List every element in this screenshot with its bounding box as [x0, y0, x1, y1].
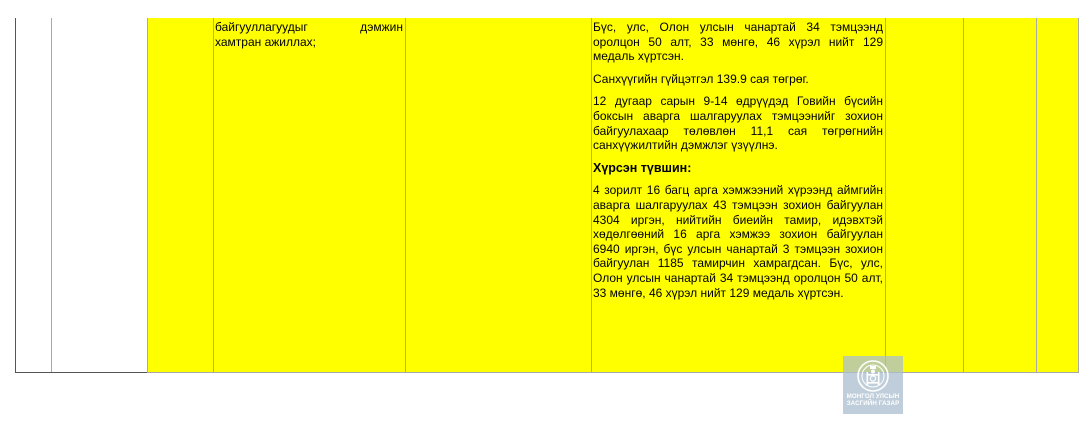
table-cell-highlight-2: [405, 18, 591, 372]
table-cell-highlight-1: [147, 18, 213, 372]
soyombo-emblem-icon: [856, 359, 890, 393]
action-text: байгууллагуудыг дэмжин хамтран ажиллах;: [215, 20, 403, 49]
progress-paragraph: Санхүүгийн гүйцэтгэл 139.9 сая төгрөг.: [593, 71, 809, 86]
table-cell-number: [15, 18, 51, 372]
progress-text: [592, 18, 885, 300]
table-cell-action: [213, 18, 405, 372]
watermark-line1: МОНГОЛ УЛСЫН: [846, 393, 900, 400]
government-logo-watermark: [843, 356, 903, 414]
table-cell-highlight-4: [963, 18, 1036, 372]
table-cell-progress: [591, 18, 885, 372]
table-bottom-border: [15, 372, 147, 373]
table-cell-highlight-5: [1036, 18, 1079, 372]
progress-paragraph: Бүс, улс, Олон улсын чанартай 34 тэмцээнд оролцон 50 алт, 33 мөнгө, 46 хүрэл нийт 129 медаль хүртсэн.: [593, 20, 883, 64]
table-cell-highlight-3: [885, 18, 963, 372]
progress-paragraph: 12 дугаар сарын 9-14 өдрүүдэд Говийн бүсийн боксын аварга шалгаруулах тэмцээнийг зохион байгуулахаар төлөвлөн 11,1 сая төгрөгнийн санхүүжилтийн дэмжлэг үзүүлнэ.: [593, 94, 883, 153]
table-cell-goal: [51, 18, 147, 372]
result-paragraph: 4 зорилт 16 багц арга хэмжээний хүрээнд аймгийн аварга шалгаруулах 43 тэмцээн зохион байгуулан 4304 иргэн, нийтийн биеийн тамир, идэвхтэй хөдөлгөөний 16 арга хэмжээ зохион байгуулан 6940 иргэн, бүс улсын чанартай 3 тэмцээн зохион байгуулан 1185 тамирчин хамрагдсан. Бүс, улс, Олон улсын чанартай 34 тэмцээнд оролцон 50 алт, 33 мөнгө, 46 хүрэл нийт 129 медаль хүртсэн.: [593, 183, 883, 300]
result-heading: Хүрсэн түвшин:: [593, 160, 692, 175]
report-table: [15, 18, 1079, 374]
watermark-line2: ЗАСГИЙН ГАЗАР: [846, 400, 900, 407]
table-bottom-border: [147, 372, 1079, 373]
